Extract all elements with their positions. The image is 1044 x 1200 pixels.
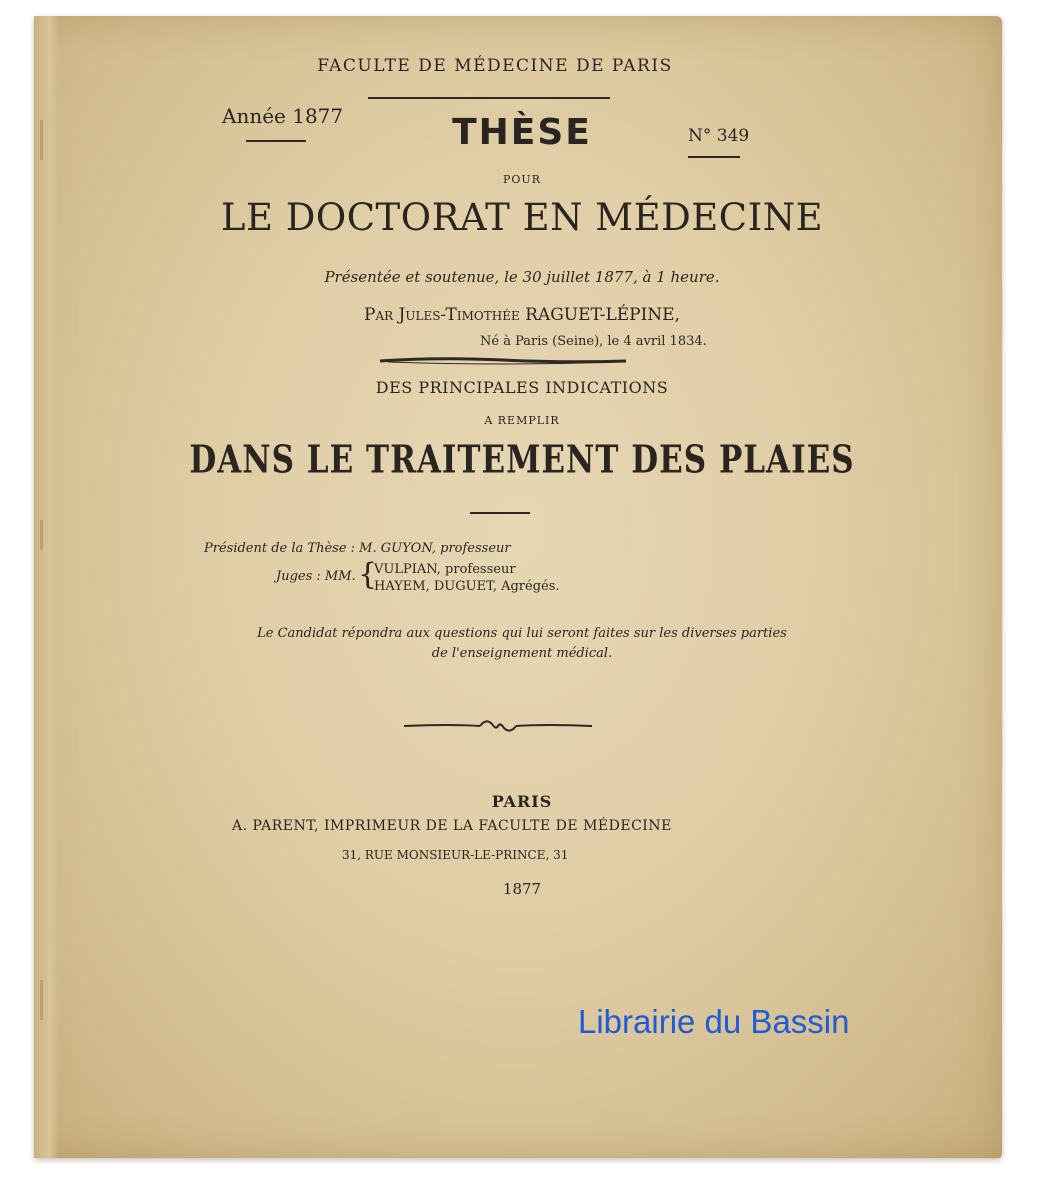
number-underline [688,156,740,158]
divider-rule [378,355,628,367]
pour-label: POUR [503,173,541,186]
ornament-icon [400,716,596,736]
faculty-underline [368,97,610,99]
judge-2: HAYEM, DUGUET, Agrégés. [374,579,560,594]
candidate-line-2: de l'enseignement médical. [431,646,613,661]
degree-title: LE DOCTORAT EN MÉDECINE [220,196,824,239]
printer-line: A. PARENT, IMPRIMEUR DE LA FACULTE DE MÉDECINE [232,818,672,834]
thesis-number: N° 349 [688,126,750,146]
subject-line-2: A REMPLIR [484,414,560,427]
birth-line: Né à Paris (Seine), le 4 avril 1834. [480,334,707,349]
president-line: Président de la Thèse : M. GUYON, professeur [204,541,511,556]
thesis-title: THÈSE [452,112,592,153]
author-line: Par Jules-Timothée RAGUET-LÉPINE, [364,305,680,325]
judge-1: VULPIAN, professeur [374,562,516,577]
print-year: 1877 [502,880,542,898]
judges-label: Juges : MM. [276,569,356,584]
city-label: PARIS [491,792,553,811]
bookseller-watermark: Librairie du Bassin [578,1003,850,1040]
presentation-date: Présentée et soutenue, le 30 juillet 1877, à 1 heure. [324,268,720,286]
judges-list [374,561,560,595]
binding-stitch [40,520,43,550]
subject-underline [470,512,530,514]
candidate-note [0,624,1044,664]
subject-title: DANS LE TRAITEMENT DES PLAIES [189,437,855,483]
faculty-heading: FACULTE DE MÉDECINE DE PARIS [317,56,673,76]
address-line: 31, RUE MONSIEUR-LE-PRINCE, 31 [342,848,569,862]
brace-icon: { [358,557,378,592]
subject-line-1: DES PRINCIPALES INDICATIONS [375,378,669,397]
binding-stitch [40,980,43,1020]
year-label: Année 1877 [222,104,344,128]
binding-spine [34,16,60,1158]
candidate-line-1: Le Candidat répondra aux questions qui lui seront faites sur les diverses parties [257,626,787,641]
